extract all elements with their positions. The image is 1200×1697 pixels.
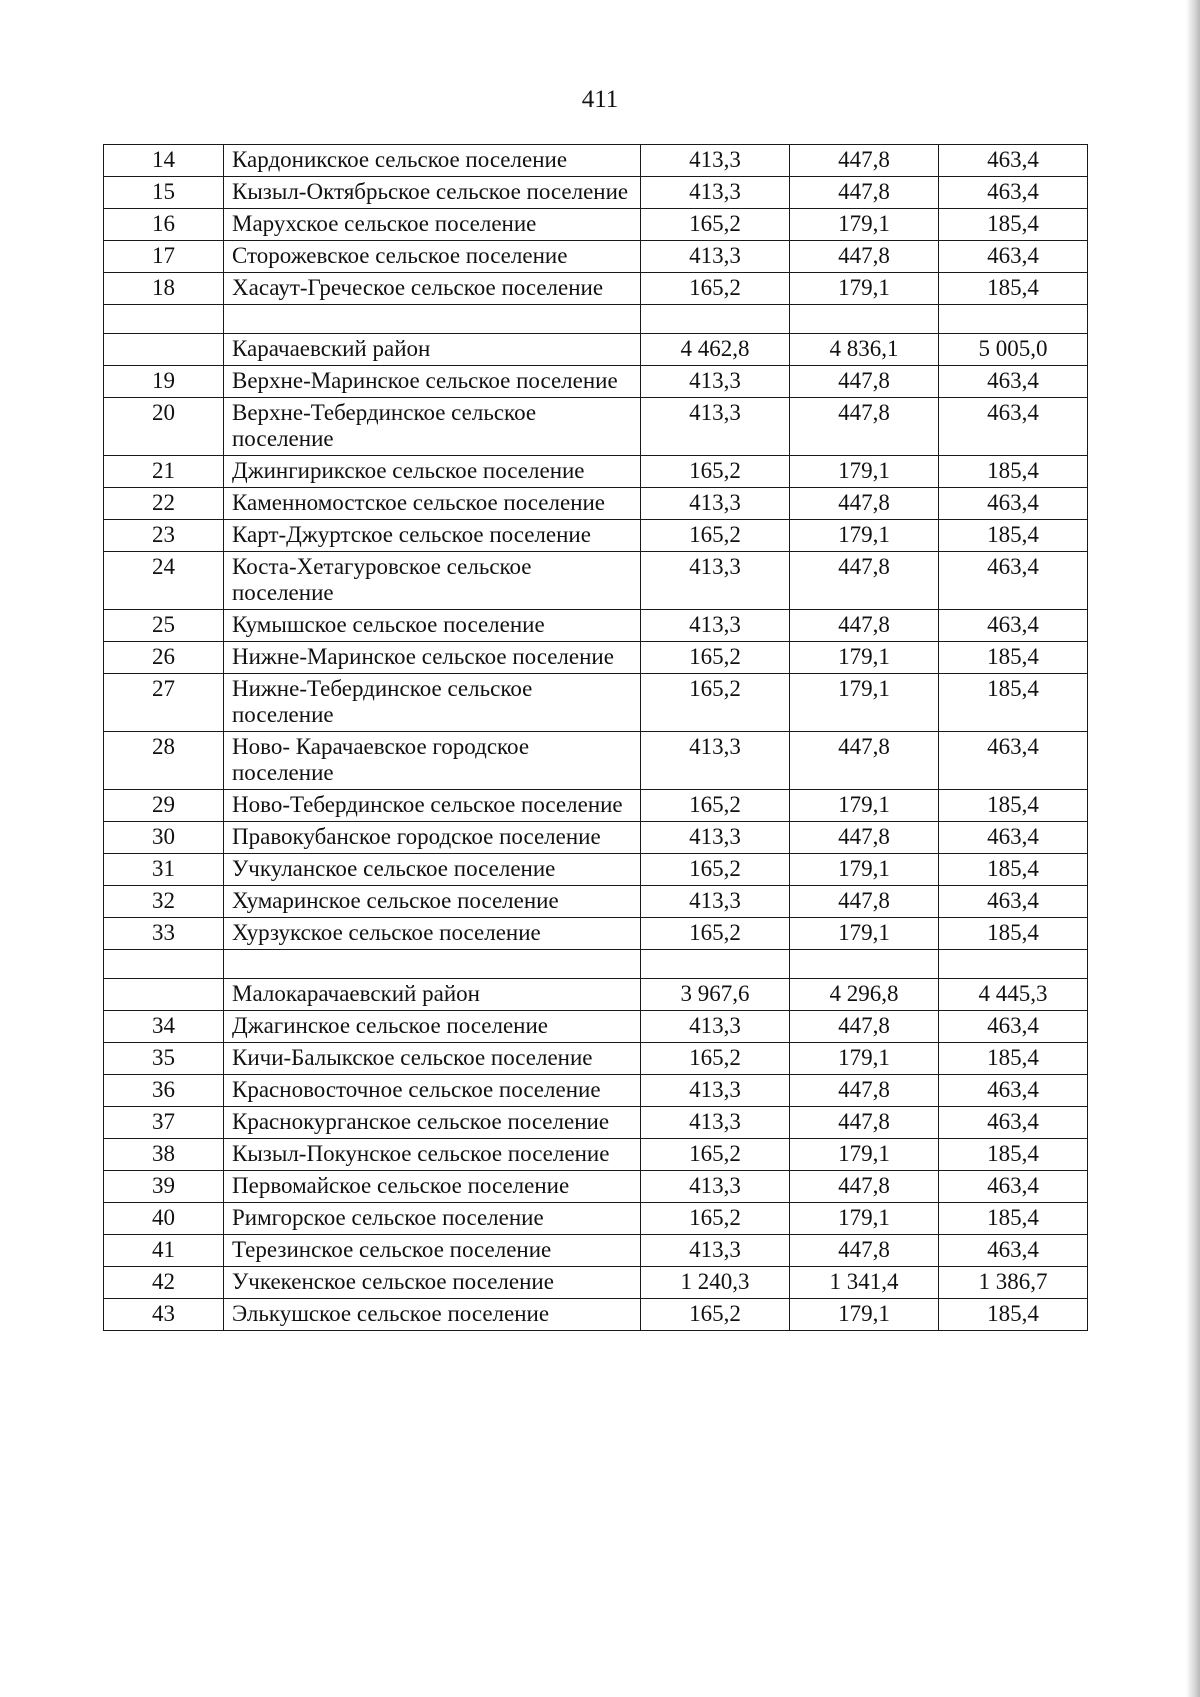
value-1: 165,2: [641, 1203, 790, 1235]
value-1: 165,2: [641, 674, 790, 732]
spacer-row: [104, 305, 1088, 334]
value-1: 165,2: [641, 456, 790, 488]
value-3: 463,4: [939, 241, 1088, 273]
row-number: 27: [104, 674, 224, 732]
value-2: 447,8: [790, 398, 939, 456]
empty-cell: [224, 950, 641, 979]
value-2: 179,1: [790, 918, 939, 950]
value-3: 1 386,7: [939, 1267, 1088, 1299]
value-2: 447,8: [790, 1171, 939, 1203]
row-number: 37: [104, 1107, 224, 1139]
value-3: 463,4: [939, 886, 1088, 918]
value-2: 447,8: [790, 241, 939, 273]
settlement-name: Кичи-Балыкское сельское поселение: [224, 1043, 641, 1075]
value-1: 413,3: [641, 398, 790, 456]
row-number: [104, 334, 224, 366]
value-2: 447,8: [790, 1107, 939, 1139]
settlement-name: Ново-Тебердинское сельское поселение: [224, 790, 641, 822]
value-1: 165,2: [641, 520, 790, 552]
table-row: [104, 1299, 1088, 1331]
table-row: [104, 610, 1088, 642]
value-2: 179,1: [790, 790, 939, 822]
value-1: 413,3: [641, 145, 790, 177]
row-number: 40: [104, 1203, 224, 1235]
value-3: 185,4: [939, 1203, 1088, 1235]
page-number: 411: [581, 86, 619, 113]
table-row: [104, 886, 1088, 918]
row-number: 22: [104, 488, 224, 520]
settlement-name: Хасаут-Греческое сельское поселение: [224, 273, 641, 305]
row-number: 23: [104, 520, 224, 552]
empty-cell: [104, 305, 224, 334]
table-row: [104, 918, 1088, 950]
table-row: [104, 241, 1088, 273]
row-number: 26: [104, 642, 224, 674]
table-row: [104, 1043, 1088, 1075]
total-value-1: 4 462,8: [641, 334, 790, 366]
value-2: 179,1: [790, 456, 939, 488]
value-1: 413,3: [641, 1171, 790, 1203]
settlement-name: Кызыл-Покунское сельское поселение: [224, 1139, 641, 1171]
empty-cell: [790, 950, 939, 979]
settlement-name: Кардоникское сельское поселение: [224, 145, 641, 177]
table-row: [104, 1171, 1088, 1203]
settlement-name: Кызыл-Октябрьское сельское поселение: [224, 177, 641, 209]
value-1: 413,3: [641, 610, 790, 642]
district-total-row: [104, 334, 1088, 366]
empty-cell: [104, 950, 224, 979]
total-value-2: 4 296,8: [790, 979, 939, 1011]
settlement-name: Марухское сельское поселение: [224, 209, 641, 241]
value-3: 185,4: [939, 1043, 1088, 1075]
settlement-name: Коста-Хетагуровское сельское поселение: [224, 552, 641, 610]
value-1: 1 240,3: [641, 1267, 790, 1299]
district-name: Карачаевский район: [224, 334, 641, 366]
value-3: 185,4: [939, 209, 1088, 241]
table-row: [104, 854, 1088, 886]
value-2: 179,1: [790, 1139, 939, 1171]
value-1: 413,3: [641, 822, 790, 854]
value-3: 463,4: [939, 488, 1088, 520]
table-row: [104, 366, 1088, 398]
value-1: 413,3: [641, 1107, 790, 1139]
value-3: 463,4: [939, 552, 1088, 610]
value-3: 463,4: [939, 822, 1088, 854]
empty-cell: [939, 305, 1088, 334]
row-number: 19: [104, 366, 224, 398]
value-1: 413,3: [641, 732, 790, 790]
value-1: 413,3: [641, 552, 790, 610]
value-1: 165,2: [641, 209, 790, 241]
row-number: 20: [104, 398, 224, 456]
settlement-name: Хумаринское сельское поселение: [224, 886, 641, 918]
value-1: 413,3: [641, 1075, 790, 1107]
value-1: 165,2: [641, 1299, 790, 1331]
value-2: 179,1: [790, 854, 939, 886]
value-2: 447,8: [790, 488, 939, 520]
value-1: 165,2: [641, 854, 790, 886]
row-number: 32: [104, 886, 224, 918]
value-1: 165,2: [641, 642, 790, 674]
table-row: [104, 398, 1088, 456]
budget-table: [103, 144, 1088, 1331]
value-2: 447,8: [790, 552, 939, 610]
value-3: 463,4: [939, 145, 1088, 177]
table-row: [104, 790, 1088, 822]
value-1: 413,3: [641, 241, 790, 273]
table-row: [104, 520, 1088, 552]
row-number: 18: [104, 273, 224, 305]
value-1: 413,3: [641, 886, 790, 918]
district-total-row: [104, 979, 1088, 1011]
value-1: 165,2: [641, 918, 790, 950]
value-3: 463,4: [939, 177, 1088, 209]
row-number: 31: [104, 854, 224, 886]
value-1: 165,2: [641, 1043, 790, 1075]
scan-edge-shadow: [1186, 0, 1200, 1697]
value-1: 413,3: [641, 1235, 790, 1267]
row-number: 33: [104, 918, 224, 950]
value-3: 463,4: [939, 1107, 1088, 1139]
row-number: [104, 979, 224, 1011]
value-2: 179,1: [790, 520, 939, 552]
value-1: 413,3: [641, 1011, 790, 1043]
value-3: 185,4: [939, 1299, 1088, 1331]
value-2: 447,8: [790, 1011, 939, 1043]
row-number: 28: [104, 732, 224, 790]
value-3: 463,4: [939, 610, 1088, 642]
value-1: 165,2: [641, 1139, 790, 1171]
table-row: [104, 273, 1088, 305]
table-row: [104, 145, 1088, 177]
value-2: 447,8: [790, 822, 939, 854]
settlement-name: Краснокурганское сельское поселение: [224, 1107, 641, 1139]
value-3: 463,4: [939, 1075, 1088, 1107]
value-3: 185,4: [939, 520, 1088, 552]
row-number: 25: [104, 610, 224, 642]
value-3: 463,4: [939, 732, 1088, 790]
value-3: 185,4: [939, 273, 1088, 305]
settlement-name: Хурзукское сельское поселение: [224, 918, 641, 950]
row-number: 42: [104, 1267, 224, 1299]
row-number: 21: [104, 456, 224, 488]
value-2: 179,1: [790, 273, 939, 305]
row-number: 17: [104, 241, 224, 273]
row-number: 35: [104, 1043, 224, 1075]
settlement-name: Учкекенское сельское поселение: [224, 1267, 641, 1299]
spacer-row: [104, 950, 1088, 979]
table-row: [104, 1107, 1088, 1139]
settlement-name: Терезинское сельское поселение: [224, 1235, 641, 1267]
table-row: [104, 1075, 1088, 1107]
settlement-name: Кумышское сельское поселение: [224, 610, 641, 642]
settlement-name: Сторожевское сельское поселение: [224, 241, 641, 273]
table-row: [104, 209, 1088, 241]
value-2: 179,1: [790, 674, 939, 732]
value-2: 1 341,4: [790, 1267, 939, 1299]
table-row: [104, 488, 1088, 520]
value-3: 185,4: [939, 456, 1088, 488]
row-number: 39: [104, 1171, 224, 1203]
value-3: 185,4: [939, 642, 1088, 674]
table-row: [104, 822, 1088, 854]
table-row: [104, 456, 1088, 488]
table-row: [104, 177, 1088, 209]
value-1: 165,2: [641, 790, 790, 822]
value-3: 185,4: [939, 1139, 1088, 1171]
value-2: 447,8: [790, 145, 939, 177]
table-row: [104, 674, 1088, 732]
row-number: 24: [104, 552, 224, 610]
table-row: [104, 1011, 1088, 1043]
table-row: [104, 1267, 1088, 1299]
value-2: 447,8: [790, 886, 939, 918]
value-3: 185,4: [939, 854, 1088, 886]
value-3: 185,4: [939, 674, 1088, 732]
settlement-name: Нижне-Тебердинское сельское поселение: [224, 674, 641, 732]
settlement-name: Первомайское сельское поселение: [224, 1171, 641, 1203]
value-3: 185,4: [939, 918, 1088, 950]
row-number: 43: [104, 1299, 224, 1331]
value-2: 447,8: [790, 732, 939, 790]
empty-cell: [224, 305, 641, 334]
settlement-name: Каменномостское сельское поселение: [224, 488, 641, 520]
value-2: 447,8: [790, 1075, 939, 1107]
row-number: 15: [104, 177, 224, 209]
table-row: [104, 1203, 1088, 1235]
empty-cell: [641, 950, 790, 979]
district-name: Малокарачаевский район: [224, 979, 641, 1011]
value-2: 447,8: [790, 1235, 939, 1267]
value-1: 413,3: [641, 488, 790, 520]
row-number: 30: [104, 822, 224, 854]
value-2: 447,8: [790, 610, 939, 642]
empty-cell: [641, 305, 790, 334]
row-number: 36: [104, 1075, 224, 1107]
settlement-name: Верхне-Тебердинское сельское поселение: [224, 398, 641, 456]
total-value-1: 3 967,6: [641, 979, 790, 1011]
value-2: 179,1: [790, 209, 939, 241]
value-1: 413,3: [641, 366, 790, 398]
settlement-name: Учкуланское сельское поселение: [224, 854, 641, 886]
value-2: 179,1: [790, 642, 939, 674]
table-row: [104, 732, 1088, 790]
table-row: [104, 552, 1088, 610]
table-row: [104, 1139, 1088, 1171]
value-1: 165,2: [641, 273, 790, 305]
settlement-name: Джагинское сельское поселение: [224, 1011, 641, 1043]
row-number: 41: [104, 1235, 224, 1267]
value-2: 179,1: [790, 1299, 939, 1331]
empty-cell: [790, 305, 939, 334]
value-2: 447,8: [790, 177, 939, 209]
value-2: 179,1: [790, 1043, 939, 1075]
total-value-3: 4 445,3: [939, 979, 1088, 1011]
value-3: 463,4: [939, 1235, 1088, 1267]
table-body: [104, 145, 1088, 1331]
value-3: 463,4: [939, 1011, 1088, 1043]
total-value-2: 4 836,1: [790, 334, 939, 366]
settlement-name: Элькушское сельское поселение: [224, 1299, 641, 1331]
value-1: 413,3: [641, 177, 790, 209]
value-3: 463,4: [939, 1171, 1088, 1203]
settlement-name: Римгорское сельское поселение: [224, 1203, 641, 1235]
total-value-3: 5 005,0: [939, 334, 1088, 366]
settlement-name: Нижне-Маринское сельское поселение: [224, 642, 641, 674]
value-3: 463,4: [939, 366, 1088, 398]
settlement-name: Правокубанское городское поселение: [224, 822, 641, 854]
settlement-name: Ново- Карачаевское городское поселение: [224, 732, 641, 790]
value-3: 185,4: [939, 790, 1088, 822]
row-number: 34: [104, 1011, 224, 1043]
value-2: 447,8: [790, 366, 939, 398]
settlement-name: Джингирикское сельское поселение: [224, 456, 641, 488]
table-row: [104, 642, 1088, 674]
settlement-name: Верхне-Маринское сельское поселение: [224, 366, 641, 398]
empty-cell: [939, 950, 1088, 979]
row-number: 29: [104, 790, 224, 822]
row-number: 16: [104, 209, 224, 241]
row-number: 38: [104, 1139, 224, 1171]
value-2: 179,1: [790, 1203, 939, 1235]
settlement-name: Карт-Джуртское сельское поселение: [224, 520, 641, 552]
table-row: [104, 1235, 1088, 1267]
row-number: 14: [104, 145, 224, 177]
settlement-name: Красновосточное сельское поселение: [224, 1075, 641, 1107]
value-3: 463,4: [939, 398, 1088, 456]
